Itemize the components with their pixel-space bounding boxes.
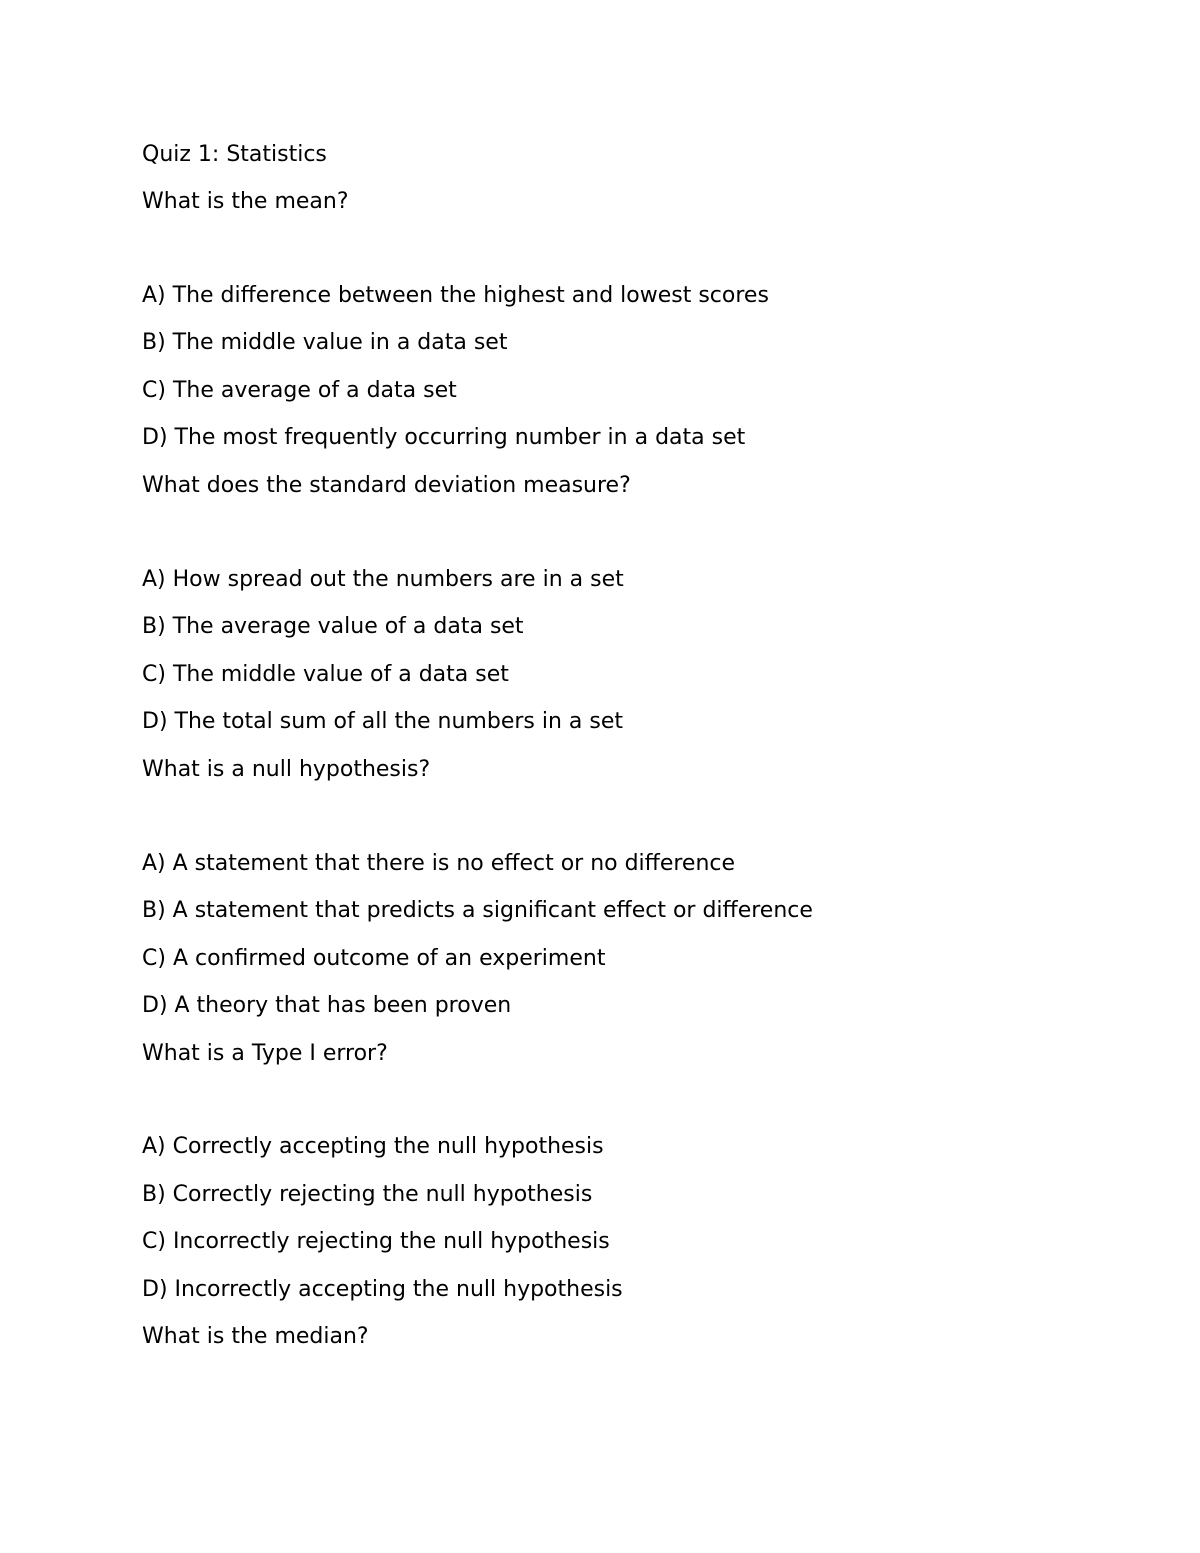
answer-option: B) A statement that predicts a significant effect or difference (142, 898, 813, 923)
answer-option: D) A theory that has been proven (142, 993, 512, 1018)
answer-option: C) Incorrectly rejecting the null hypothesis (142, 1229, 610, 1254)
question-prompt: What is a Type I error? (142, 1041, 388, 1066)
question-prompt: What is the median? (142, 1324, 369, 1349)
answer-option: D) The most frequently occurring number in a data set (142, 425, 746, 450)
answer-option: D) Incorrectly accepting the null hypothesis (142, 1277, 623, 1302)
answer-option: B) The average value of a data set (142, 614, 524, 639)
answer-option: A) The difference between the highest and lowest scores (142, 283, 769, 308)
answer-option: A) How spread out the numbers are in a set (142, 567, 624, 592)
answer-option: B) Correctly rejecting the null hypothesis (142, 1182, 593, 1207)
answer-option: B) The middle value in a data set (142, 330, 508, 355)
quiz-title: Quiz 1: Statistics (142, 142, 327, 167)
answer-option: A) Correctly accepting the null hypothesis (142, 1134, 604, 1159)
answer-option: A) A statement that there is no effect or no difference (142, 851, 736, 876)
question-prompt: What is the mean? (142, 189, 349, 214)
answer-option: C) The average of a data set (142, 378, 457, 403)
question-prompt: What does the standard deviation measure? (142, 473, 631, 498)
question-prompt: What is a null hypothesis? (142, 757, 431, 782)
answer-option: D) The total sum of all the numbers in a set (142, 709, 624, 734)
answer-option: C) A confirmed outcome of an experiment (142, 946, 606, 971)
answer-option: C) The middle value of a data set (142, 662, 509, 687)
